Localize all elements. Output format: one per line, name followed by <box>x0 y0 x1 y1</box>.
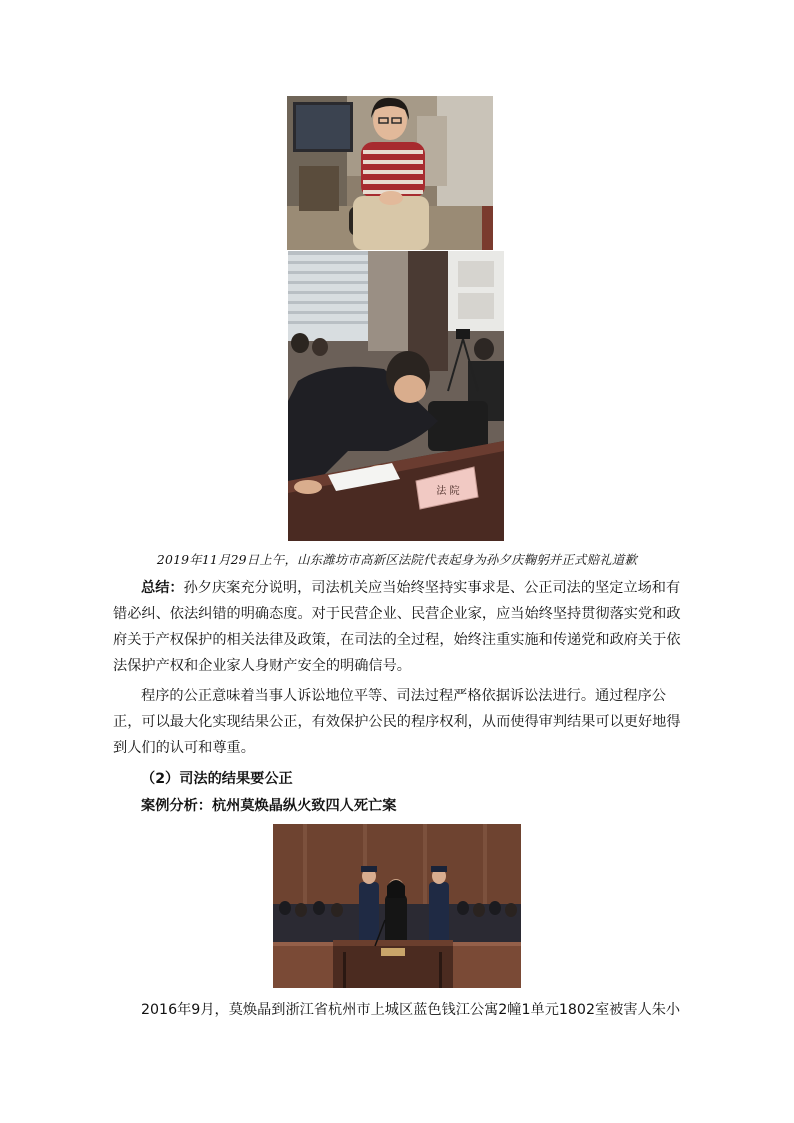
photo-caption: 2019年11月29日上午，山东潍坊市高新区法院代表起身为孙夕庆鞠躬并正式赔礼道歉 <box>156 552 638 567</box>
summary-paragraph <box>113 575 681 679</box>
case-paragraph: 2016年9月，莫焕晶到浙江省杭州市上城区蓝色钱江公寓2幢1单元1802室被害人朱小 <box>141 1002 681 1018</box>
summary-text: 孙夕庆案充分说明，司法机关应当始终坚持实事求是、公正司法的坚定立场和有错必纠、依法纠错的明确态度。对于民营企业、民营企业家，应当始终坚持贯彻落实党和政府关于产权保护的相关法律及政策，在司法的全过程，始终注重实施和传递党和政府关于依法保护产权和企业家人身财产安全的明确信号。 <box>113 580 681 674</box>
summary-label: 总结： <box>141 580 184 596</box>
court-sign: 法 院 <box>436 486 460 497</box>
section-heading: （2）司法的结果要公正 <box>141 771 293 787</box>
photo-courtroom-trial <box>273 824 521 988</box>
photo-man-seated <box>287 96 493 250</box>
photo-court-apology <box>288 251 504 541</box>
case-heading: 案例分析：杭州莫焕晶纵火致四人死亡案 <box>141 798 397 814</box>
procedure-paragraph: 程序的公正意味着当事人诉讼地位平等、司法过程严格依据诉讼法进行。通过程序公正，可以最大化实现结果公正，有效保护公民的程序权利，从而使得审判结果可以更好地得到人们的认可和尊重。 <box>113 688 681 756</box>
